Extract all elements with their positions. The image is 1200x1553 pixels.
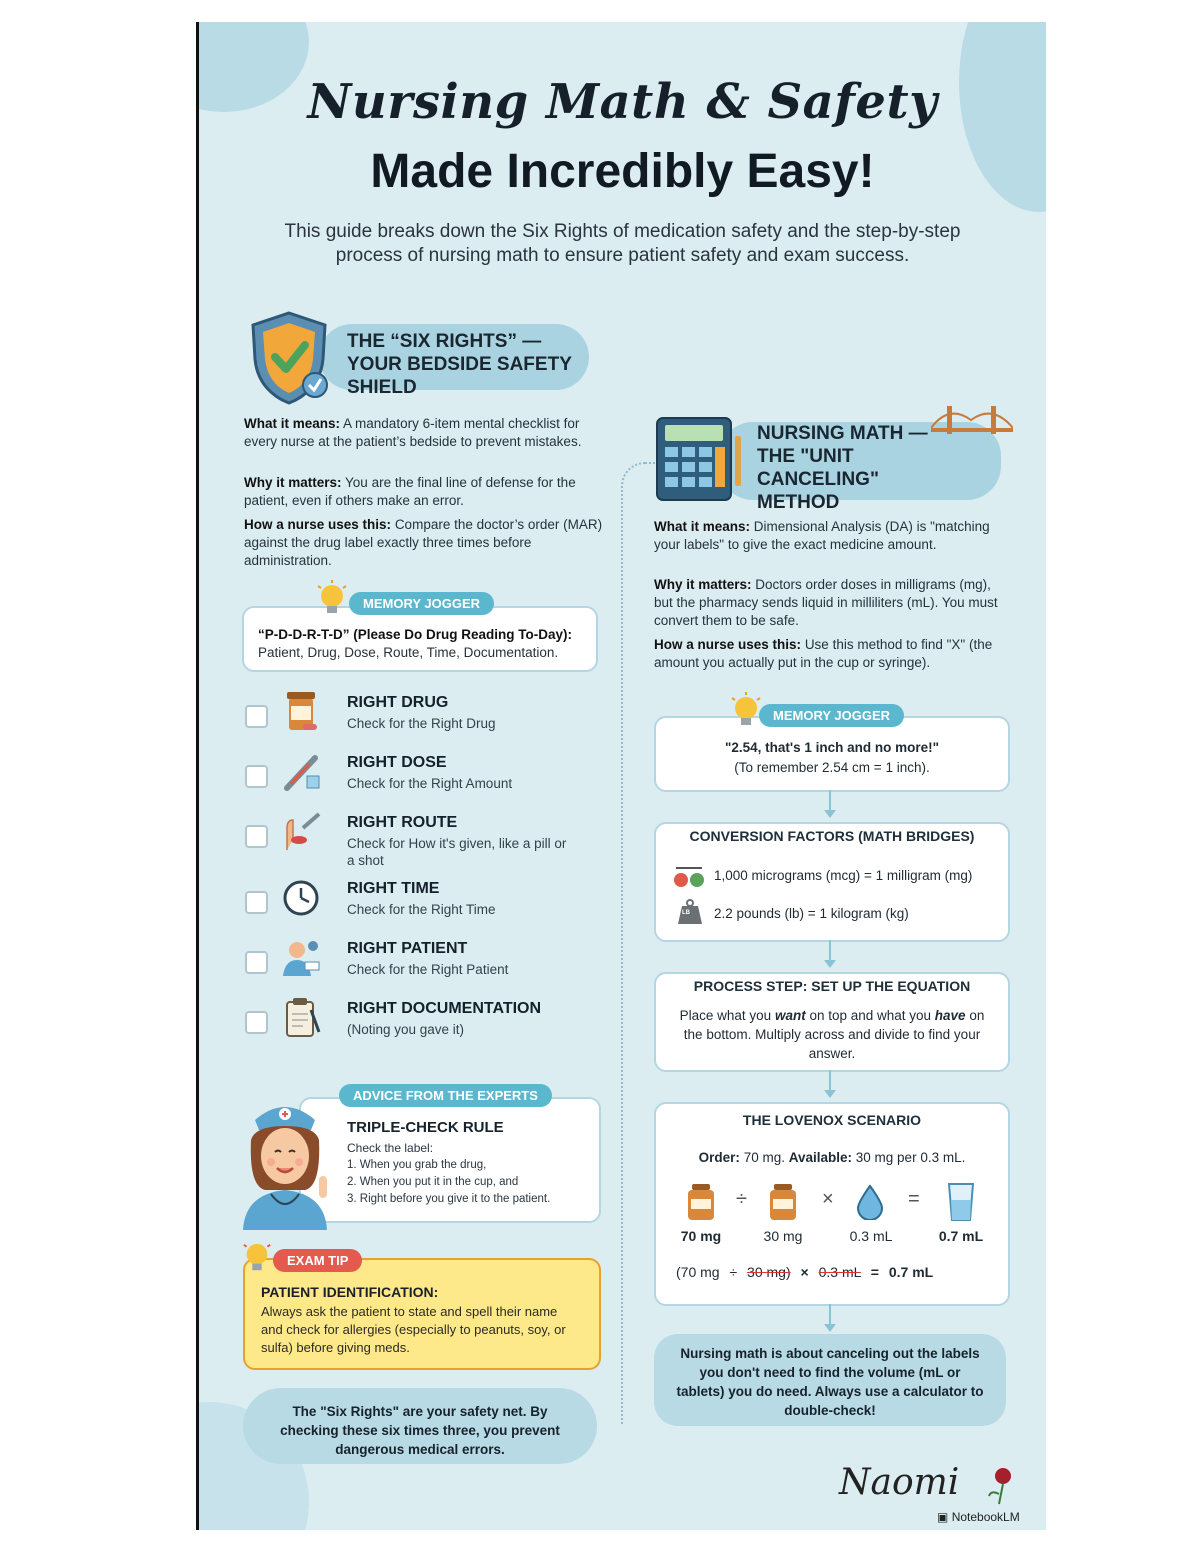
what-text: A mandatory 6-item mental checklist for every nurse at the patient’s bedside to prevent mistakes.	[244, 416, 582, 449]
flow-arrow	[829, 940, 831, 962]
lovenox-scenario-card	[654, 1102, 1010, 1306]
how-label: How a nurse uses this:	[244, 517, 392, 532]
eq2-term-cancelled: 30 mg)	[747, 1264, 791, 1280]
flow-arrowhead	[824, 810, 836, 818]
brand-name: NotebookLM	[951, 1510, 1020, 1524]
checkbox[interactable]	[245, 825, 268, 848]
lightbulb-icon	[241, 1238, 273, 1278]
checkbox[interactable]	[245, 1011, 268, 1034]
process-text	[670, 1006, 994, 1063]
patient-icon	[281, 936, 321, 985]
jogger-bold: “P-D-D-R-T-D” (Please Do Drug Reading To-Day):	[258, 627, 573, 642]
eq2-term-cancelled: 0.3 mL	[818, 1264, 861, 1280]
eq2-op: =	[870, 1264, 879, 1280]
how-label: How a nurse uses this:	[654, 637, 802, 652]
why-label: Why it matters:	[654, 577, 752, 592]
process-step-card	[654, 972, 1010, 1072]
nursing-math-why	[654, 576, 1004, 630]
factor-lb-kg: 2.2 pounds (lb) = 1 kilogram (kg)	[714, 906, 909, 921]
six-rights-summary-pill	[243, 1388, 597, 1464]
right-subtitle: Check for the Right Amount	[347, 776, 513, 791]
divide-sign: ÷	[736, 1188, 747, 1210]
right-title: RIGHT DOSE	[347, 754, 447, 771]
calculator-icon	[653, 414, 745, 504]
six-rights-how	[244, 516, 604, 570]
syringe-icon	[281, 750, 321, 799]
factor-mcg-mg: 1,000 micrograms (mcg) = 1 milligram (mg)	[714, 868, 973, 883]
equals-sign: =	[908, 1188, 920, 1210]
process-title: PROCESS STEP: SET UP THE EQUATION	[693, 978, 971, 994]
brand-label	[937, 1510, 1020, 1524]
exam-title: PATIENT IDENTIFICATION:	[261, 1284, 439, 1300]
eq2-term: (70 mg	[676, 1264, 720, 1280]
checkbox[interactable]	[245, 891, 268, 914]
infographic-poster	[199, 22, 1046, 1530]
advice-step: 2. When you put it in the cup, and	[347, 1176, 519, 1188]
why-label: Why it matters:	[244, 475, 342, 490]
eq-label: 30 mg	[763, 1228, 803, 1244]
order-value: 70 mg.	[743, 1150, 785, 1165]
exam-tip-card	[243, 1258, 601, 1370]
checkbox[interactable]	[245, 765, 268, 788]
memory-jogger-card-math	[654, 716, 1010, 792]
advice-title: TRIPLE-CHECK RULE	[347, 1119, 504, 1136]
six-rights-what	[244, 415, 604, 451]
flow-arrow	[829, 1304, 831, 1326]
jogger-text: Patient, Drug, Dose, Route, Time, Documentation.	[258, 645, 559, 660]
how-text: Compare the doctor’s order (MAR) against the drug label exactly three times before administration.	[244, 517, 603, 568]
right-subtitle: (Noting you gave it)	[347, 1022, 465, 1037]
nursing-math-heading: NURSING MATH — THE "UNIT CANCELING" METHOD	[757, 423, 928, 513]
advice-step: 3. Right before you give it to the patient.	[347, 1193, 551, 1205]
factors-title: CONVERSION FACTORS (MATH BRIDGES)	[689, 828, 975, 844]
flow-arrow	[829, 1070, 831, 1092]
advice-card	[299, 1097, 601, 1223]
order-label: Order:	[698, 1150, 740, 1165]
flow-arrowhead	[824, 1324, 836, 1332]
scenario-order-line	[656, 1150, 1008, 1165]
multiply-sign: ×	[822, 1188, 834, 1210]
scenario-title: THE LOVENOX SCENARIO	[742, 1112, 922, 1128]
nursing-math-summary-pill	[654, 1334, 1006, 1426]
vial-icon	[770, 1190, 796, 1220]
conversion-factors-card	[654, 822, 1010, 942]
what-label: What it means:	[654, 519, 751, 534]
eq-label: 70 mg	[680, 1228, 722, 1244]
nursing-math-how	[654, 636, 1004, 672]
process-have: have	[934, 1008, 966, 1023]
why-text: Doctors order doses in milligrams (mg), but the pharmacy sends liquid in milliliters (mL). You must convert them to be safe.	[654, 577, 998, 628]
checkbox[interactable]	[245, 705, 268, 728]
process-text-part: on the bottom. Multiply across and divide to find your answer.	[683, 1008, 985, 1061]
advice-step: 1. When you grab the drug,	[347, 1159, 487, 1171]
why-text: You are the final line of defense for the patient, even if others make an error.	[244, 475, 576, 508]
jogger-line2: (To remember 2.54 cm = 1 inch).	[734, 760, 930, 775]
nurse-avatar-icon	[235, 1090, 335, 1230]
available-label: Available:	[788, 1150, 853, 1165]
shield-icon	[243, 307, 335, 407]
memory-jogger-tag: MEMORY JOGGER	[349, 592, 494, 615]
memory-jogger-card	[242, 606, 598, 672]
flow-arrow	[829, 790, 831, 812]
scale-icon	[672, 860, 706, 890]
eq-label: 0.7 mL	[938, 1228, 984, 1244]
right-title: RIGHT PATIENT	[347, 940, 468, 957]
nursing-math-summary: Nursing math is about canceling out the labels you don't need to find the volume (mL or tablets) you do need. Always use a calculator to double-check!	[676, 1346, 984, 1418]
advice-steps	[347, 1157, 597, 1208]
advice-intro: Check the label:	[347, 1141, 434, 1155]
right-subtitle: Check for the Right Drug	[347, 716, 496, 731]
jogger-line1: "2.54, that's 1 inch and no more!"	[724, 740, 940, 755]
droplet-icon	[856, 1184, 884, 1220]
eq2-op: ÷	[729, 1264, 738, 1280]
flow-arrowhead	[824, 1090, 836, 1098]
six-rights-summary: The "Six Rights" are your safety net. By checking these six times three, you prevent dangerous medical errors.	[280, 1404, 560, 1457]
jogger-content	[258, 626, 588, 662]
exam-text: Always ask the patient to state and spell their name and check for allergies (especially to peanuts, soy, or sulfa) before giving meds.	[261, 1304, 566, 1355]
lightbulb-icon	[729, 692, 763, 732]
clock-icon	[281, 876, 321, 925]
six-rights-heading: THE “SIX RIGHTS” — YOUR BEDSIDE SAFETY SHIELD	[347, 331, 572, 398]
right-subtitle: Check for How it's given, like a pill or a shot	[347, 836, 567, 868]
exam-tip-tag: EXAM TIP	[273, 1249, 362, 1272]
right-title: RIGHT DRUG	[347, 694, 449, 711]
what-label: What it means:	[244, 416, 341, 431]
advice-tag: ADVICE FROM THE EXPERTS	[339, 1084, 552, 1107]
process-text-part: Place what you	[679, 1008, 775, 1023]
right-title: RIGHT DOCUMENTATION	[347, 1000, 542, 1017]
checkbox[interactable]	[245, 951, 268, 974]
medicine-cup-icon	[946, 1182, 976, 1222]
lightbulb-icon	[315, 580, 349, 620]
eq2-op: ×	[800, 1264, 809, 1280]
clipboard-icon	[281, 996, 321, 1045]
page-title-line1: Nursing Math & Safety	[307, 74, 938, 130]
right-subtitle: Check for the Right Patient	[347, 962, 509, 977]
cancel-equation	[676, 1264, 996, 1280]
page-title-line2: Made Incredibly Easy!	[370, 145, 875, 198]
route-icon	[281, 810, 321, 859]
flow-arrowhead	[824, 960, 836, 968]
intro-text: This guide breaks down the Six Rights of medication safety and the step-by-step process of nursing math to ensure patient safety and exam success.	[284, 221, 961, 266]
available-value: 30 mg per 0.3 mL.	[855, 1150, 966, 1165]
process-want: want	[774, 1008, 806, 1023]
notebook-icon: ▣	[937, 1510, 949, 1524]
signature: Naomi	[839, 1462, 960, 1503]
process-text-part: on top and what you	[805, 1008, 935, 1023]
right-title: RIGHT TIME	[347, 880, 440, 897]
right-subtitle: Check for the Right Time	[347, 902, 496, 917]
how-text: Use this method to find "X" (the amount you actually put in the cup or syringe).	[654, 637, 993, 670]
nursing-math-what	[654, 518, 1004, 554]
memory-jogger-tag: MEMORY JOGGER	[759, 704, 904, 727]
weight-icon	[676, 898, 704, 926]
eq2-result: 0.7 mL	[888, 1264, 934, 1280]
what-text: Dimensional Analysis (DA) is "matching your labels" to give the exact medicine amount.	[654, 519, 990, 552]
rose-icon	[979, 1464, 1019, 1506]
eq-label: 0.3 mL	[849, 1228, 893, 1244]
weight-icon-label: LB	[682, 910, 690, 916]
vial-icon	[688, 1190, 714, 1220]
pill-bottle-icon	[281, 690, 321, 739]
six-rights-why	[244, 474, 604, 510]
right-title: RIGHT ROUTE	[347, 814, 458, 831]
